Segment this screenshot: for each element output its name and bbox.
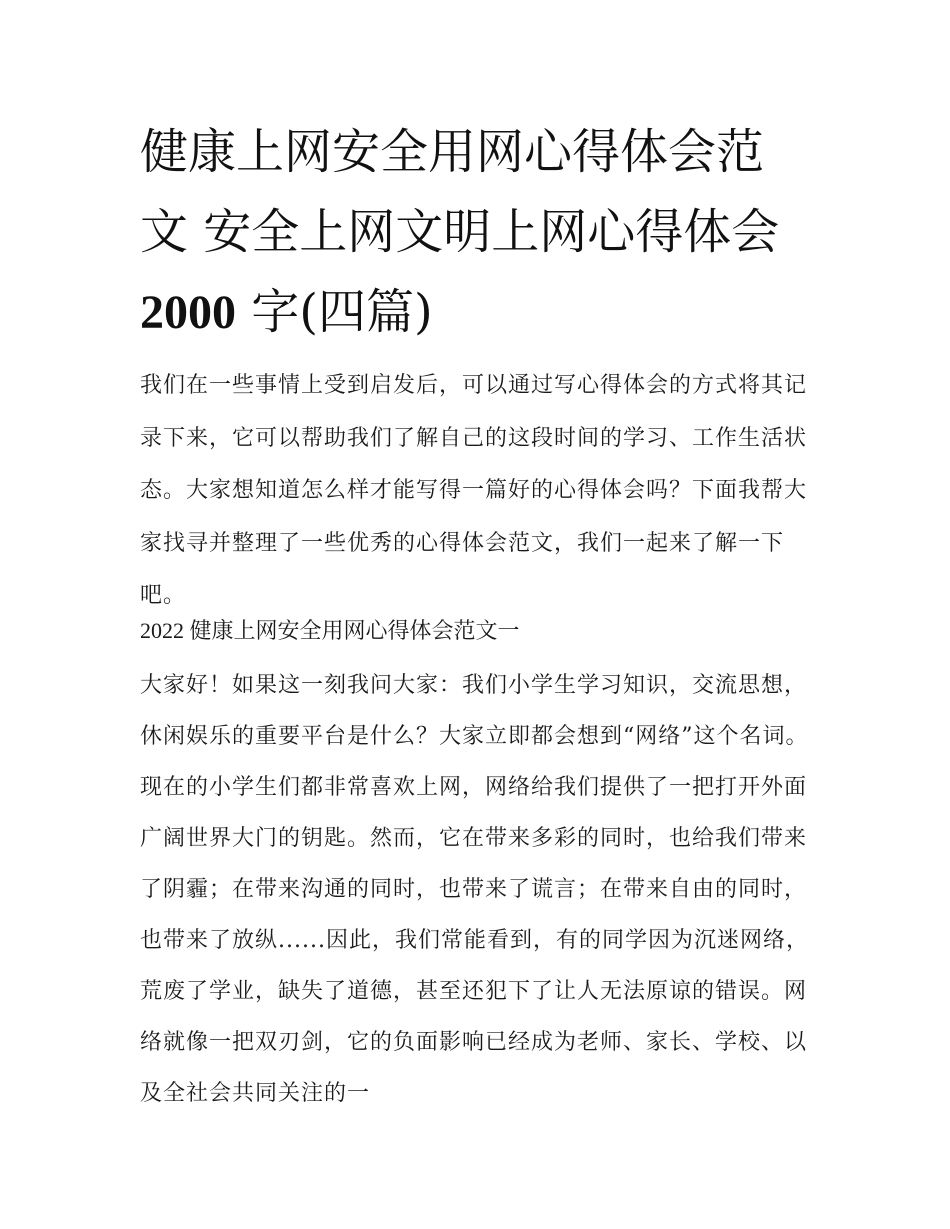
title-line-3: 字(四篇) (236, 284, 433, 340)
intro-paragraph: 我们在一些事情上受到启发后，可以通过写心得体会的方式将其记录下来，它可以帮助我们了解自己的这段时间的学习、工作生活状态。大家想知道怎么样才能写得一篇好的心得体会吗？下面我帮大家找寻并整理了一些优秀的心得体会范文，我们一起来了解一下吧。 (140, 373, 808, 608)
document-title (140, 112, 820, 353)
section-heading: 2022 健康上网安全用网心得体会范文一 (140, 618, 520, 643)
section-body-paragraph: 大家好！如果这一刻我问大家：我们小学生学习知识，交流思想，休闲娱乐的重要平台是什么？大家立即都会想到“网络”这个名词。现在的小学生们都非常喜欢上网，网络给我们提供了一把打开外面广阔世界大门的钥匙。然而，它在带来多彩的同时，也给我们带来了阴霾；在带来沟通的同时，也带来了谎言；在带来自由的同时，也带来了放纵......因此，我们常能看到，有的同学因为沉迷网络，荒废了学业，缺失了道德，甚至还犯下了让人无法原谅的错误。网络就像一把双刃剑，它的负面影响已经成为老师、家长、学校、以及全社会共同关注的一 (140, 673, 809, 1106)
title-line-2: 文 安全上网文明上网心得体会 (140, 204, 780, 260)
title-number: 2000 (140, 286, 236, 339)
title-line-1: 健康上网安全用网心得体会范 (140, 124, 765, 180)
